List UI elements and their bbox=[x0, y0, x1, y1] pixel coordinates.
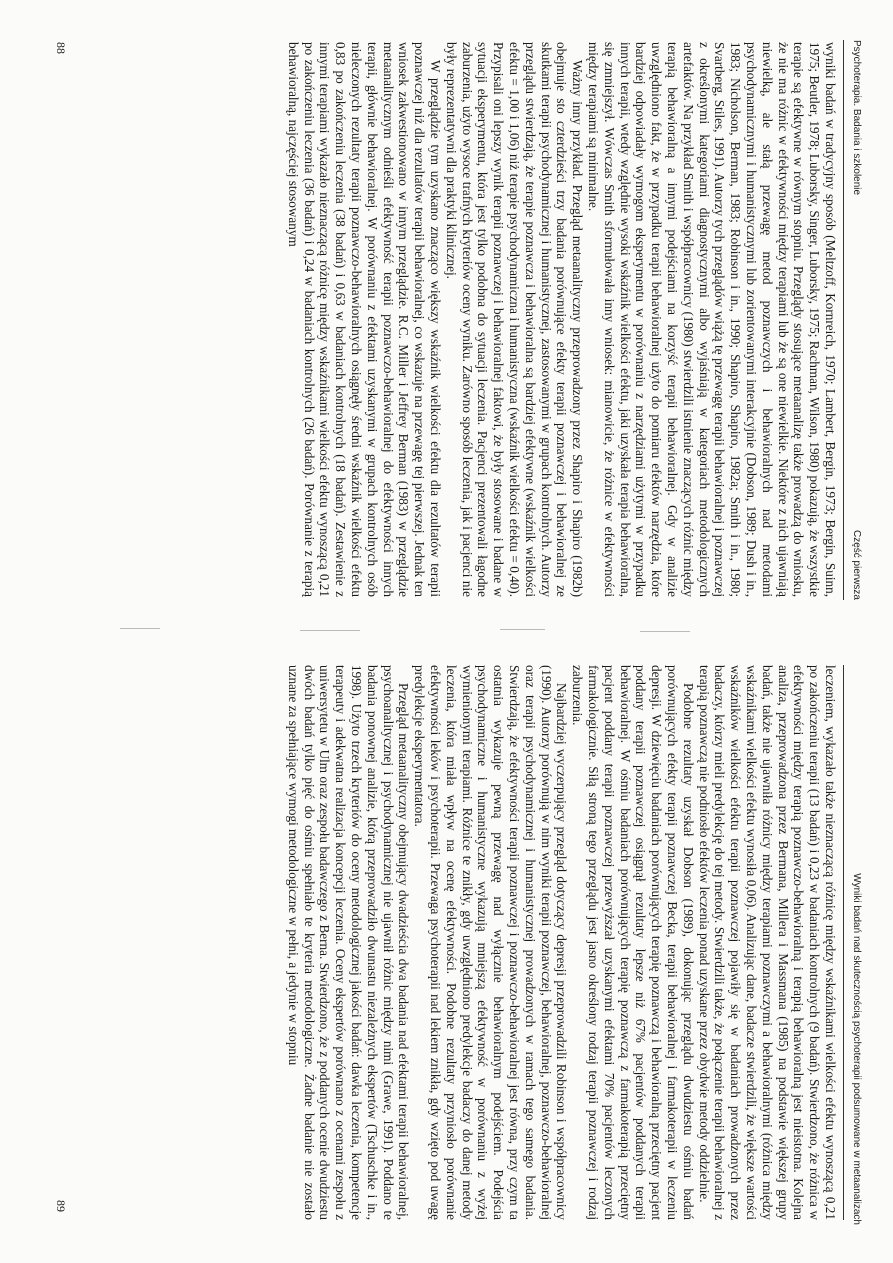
right-page-body bbox=[58, 665, 838, 1220]
left-page-number: 88 bbox=[54, 42, 68, 54]
left-running-head-title: Psychoterapia. Badania i szkolenie bbox=[851, 40, 862, 196]
left-page-running-head bbox=[851, 40, 862, 600]
right-page-running-head bbox=[851, 665, 862, 1225]
left-header-rule bbox=[843, 40, 844, 600]
gutter-mark bbox=[300, 630, 360, 631]
gutter-mark bbox=[120, 628, 160, 629]
gutter-mark bbox=[500, 629, 545, 630]
right-paragraph-4: Przegląd metaanalityczny obejmujący dwadzieścia dwa badania nad efektami terapii behawioralnej, psychoanalitycznej i psychodynamicznej nie ujawnił różnic między nimi (Grawe, 1991). Poddano te badania ponownej analizie, którą przeprowadziło dwunastu niezależnych ekspertów (Tschuschke i in., 1998). Użyto trzech kryteriów do oceny metodologicznej jakości badań: dawka leczenia, kompetencje terapeuty i adekwatna realizacja koncepcji leczenia. Oceny ekspertów porównano z ocenami zespołu z uniwersytetu w Ulm oraz zespołu badawczego z Berna. Stwierdzono, że z poddanych ocenie dwudziestu dwóch badań tylko pięć do ośmiu spełniało te kryteria metodologiczne. Żadne badanie nie zostało uznane za spełniające wymogi metodologiczne w pełni, a jedynie w stopniu bbox=[285, 665, 412, 1220]
left-page-body bbox=[58, 42, 838, 597]
gutter-mark bbox=[640, 631, 690, 632]
right-paragraph-1: leczeniem, wykazało także nieznaczącą różnicę między wskaźnikami wielkości efektu wynoszącą 0,21 po zakończeniu terapii (13 badań) i 0,23 w badaniach kontrolnych (9 badań). Stwierdzono, że różnica w efektywności między terapią poznawczo-behawioralną i terapią behawioralną jest nieistotna. Kolejna analiza, przeprowadzona przez Bermana, Millera i Massmana (1985) na podstawie większej grupy badań, także nie ujawniła różnicy między terapiami poznawczymi a behawioralnymi (różnica między wskaźnikami wielkości efektu wynosiła 0,06). Analizując dane, badacze stwierdzili, że większe wartości wskaźników wielkości efektu terapii poznawczej pojawiły się w badaniach prowadzonych przez badaczy, którzy mieli predylekcję do tej metody. Stwierdzili także, że połączenie terapii behawioralnej z terapią poznawczą nie podniosło efektów leczenia ponad uzyskane przez obydwie metody oddzielnie. bbox=[696, 665, 838, 1220]
left-paragraph-2: Ważny inny przykład. Przegląd metaanalityczny przeprowadzony przez Shapiro i Shapiro (1982b) obejmuje sto czterdzieści trzy badania porównujące efekty terapii poznawczej i behawioralnej ze skutkami terapii psychodynamicznej i humanistycznej, zastosowanymi w grupach kontrolnych. Autorzy przeglądu stwierdzają, że terapie poznawcza i behawioralna są bardziej efektywne (wskaźnik wielkości efektu = 1,00 i 1,06) niż terapie psychodynamiczna i humanistyczna (wskaźnik wielkości efektu = 0,40). Przypisali oni lepszy wynik terapii poznawczej i behawioralnej faktowi, że były stosowane i badane w sytuacji eksperymentu, która jest tylko podobna do sytuacji leczenia. Pacjenci prezentowali łagodne zaburzenia, użyto wysoce trafnych kryteriów oceny wyniku. Zarówno sposób leczenia, jak i pacjenci nie były reprezentatywni dla praktyki klinicznej. bbox=[443, 42, 586, 597]
right-paragraph-2: Podobne rezultaty uzyskał Dobson (1989), dokonując przeglądu dwudziestu ośmiu badań porównujących efekty terapii poznawczej Becka, terapii behawioralnej i farmakoterapii w leczeniu depresji. W dziewięciu badaniach porównujących terapię poznawczą i behawioralną przeciętny pacjent poddany terapii poznawczej osiągnął rezultaty lepsze niż 67% pacjentów poddanych terapii behawioralnej. W ośmiu badaniach porównujących terapię poznawczą z farmakoterapią przeciętny pacjent poddany terapii poznawczej przewyższał uzyskanymi efektami 70% pacjentów leczonych farmakologicznie. Siłą stroną tego przeglądu jest jasno określony rodzaj terapii poznawczej i rodzaj zaburzenia. bbox=[570, 665, 696, 1220]
right-paragraph-3: Najbardziej wyczerpujący przegląd dotyczący depresji przeprowadzili Robinson i współpracownicy (1990). Autorzy porównują w nim wyniki terapii poznawczej, behawioralnej, poznawczo-behawioralnej oraz terapii psychodynamicznej i humanistycznej prowadzonych w ramach tego samego badania. Stwierdzają, że efektywności terapii poznawczej i poznawczo-behawioralnej jest równa, przy czym ta ostatnia wykazuje pewną przewagę nad wyłącznie behawioralnym podejściem. Podejścia psychodynamiczne i humanistyczne wykazują mniejszą efektywność w porównaniu z wyżej wymienionymi terapiami. Różnice te znikły, gdy uwzględniono predylekcje badaczy do danej metody leczenia, która miała wpływ na ocenę efektywności. Podobne rezultaty przyniosło porównanie efektywności leków i psychoterapii. Przewaga psychoterapii nad lekiem znikła, gdy wzięto pod uwagę predylekcje eksperymentatora. bbox=[412, 665, 570, 1220]
right-page-number: 89 bbox=[54, 1200, 68, 1212]
right-running-head-title: Wyniki badań nad skutecznością psychoterapii podsumowane w metaanalizach bbox=[851, 873, 862, 1225]
left-paragraph-3: W przeglądzie tym uzyskano znacząco większy wskaźnik wielkości efektu dla rezultatów terapii poznawczej niż dla rezultatów terapii behawioralnej, co wskazuje na przewagę tej pierwszej. Jednak ten wniosek zakwestionowano w innym przeglądzie. R.C. Miller i Jeffrey Berman (1983) w przeglądzie metaanalitycznym odnieśli efektywność terapii poznawczo-behawioralnej do efektywności innych terapii, głównie behawioralnej. W porównaniu z efektami uzyskanymi w grupach kontrolnych osób nieleczonych rezultaty terapii poznawczo-behawioralnych osiągnęły średni wskaźnik wielkości efektu 0,83 po zakończeniu leczenia (38 badań) i 0,63 w badaniach kontrolnych (18 badań). Zestawienie z innymi terapiami wykazało nieznaczącą różnicę między wskaźnikami wielkości efektu wynoszącą 0,21 po zakończeniu leczenia (36 badań) i 0,24 w badaniach kontrolnych (26 badań). Porównanie z terapią behawioralną, najczęściej stosowanym bbox=[285, 42, 444, 597]
left-paragraph-1: wyniki badań w tradycyjny sposób (Meltzoff, Kornreich, 1970; Lambert, Bergin, 1973; Bergin, Suinn, 1975; Beutler, 1978; Luborsky, Singer, Luborsky, 1975; Rachman, Wilson, 1980) pokazują, że wszystkie terapie są efektywne w równym stopniu. Przeglądy stosujące metaanalizę także prowadzą do wniosku, że nie ma różnic w efektywności między terapiami lub że są one niewielkie. Niektóre z nich ujawniają niewielką, ale stałą przewagę metod poznawczych i behawioralnych nad metodami psychodynamicznymi i humanistycznymi lub zorientowanymi interakcyjnie (Dobson, 1989; Dush i in., 1983; Nicholson, Berman, 1983; Robinson i in., 1990; Shapiro, Shapiro, 1982a; Smith i in., 1980; Svartberg, Stiles, 1991). Autorzy tych przeglądów wiążą tę przewagę terapii behawioralnej i poznawczej z określonymi kategoriami diagnostycznymi albo wyjaśniają w kategoriach metodologicznych artefaktów. Na przykład Smith i współpracownicy (1980) stwierdzili istnienie znaczących różnic między terapią behawioralną a innymi podejściami na korzyść terapii behawioralnej. Gdy w analizie uwzględniono fakt, że w przypadku terapii behawioralnej użyto do pomiaru efektów narzędzia, które bardziej odpowiadały wymogom eksperymentu w porównaniu z narzędziami użytymi w przypadku innych terapii, wtedy względnie wysoki wskaźnik wielkości efektu, jaki uzyskała terapia behawioralna, się zmniejszył. Wówczas Smith sformułowała inny wniosek: mianowicie, że różnice w efektywności między terapiami są minimalne. bbox=[586, 42, 838, 597]
left-running-head-part: Część pierwsza bbox=[851, 529, 862, 600]
right-header-rule bbox=[843, 665, 844, 1220]
